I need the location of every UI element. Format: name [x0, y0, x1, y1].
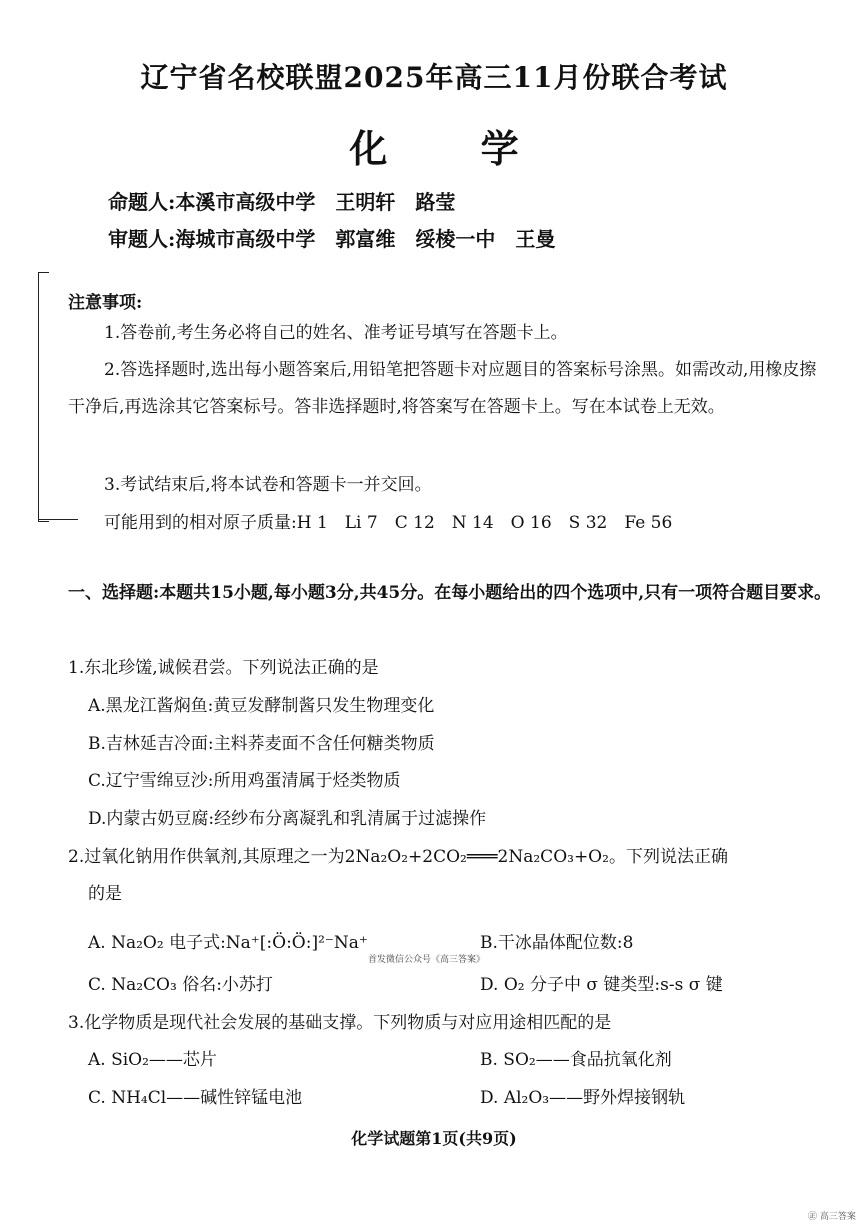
subject-title: 化 学: [349, 126, 559, 171]
q3-option-c: C. NH₄Cl——碱性锌锰电池: [88, 1088, 303, 1108]
q2-stem-prefix: 2.过氧化钠用作供氧剂,其原理之一为: [68, 847, 345, 867]
q2-option-c: C. Na₂CO₃ 俗名:小苏打: [88, 975, 273, 995]
exam-title: 辽宁省名校联盟2025年高三11月份联合考试: [140, 61, 728, 94]
question-3-stem: 3.化学物质是现代社会发展的基础支撑。下列物质与对应用途相匹配的是: [68, 1013, 612, 1033]
q1-option-c: C.辽宁雪绵豆沙:所用鸡蛋清属于烃类物质: [88, 771, 401, 791]
q2-stem-line2: 的是: [88, 884, 122, 904]
notice-bracket-tail: [38, 519, 78, 520]
inline-stamp: 首发微信公众号《高三答案》: [368, 955, 486, 965]
notice-bracket: [38, 272, 49, 522]
question-1-stem: 1.东北珍馐,诚候君尝。下列说法正确的是: [68, 658, 379, 678]
q1-option-d: D.内蒙古奶豆腐:经纱布分离凝乳和乳清属于过滤操作: [88, 809, 487, 829]
section-heading: 一、选择题:本题共15小题,每小题3分,共45分。在每小题给出的四个选项中,只有一项符合题目要求。: [68, 583, 832, 603]
q1-option-b: B.吉林延吉冷面:主料荞麦面不含任何糖类物质: [88, 734, 435, 754]
q3-option-b: B. SO₂——食品抗氧化剂: [480, 1050, 672, 1070]
q2-equation: 2Na₂O₂+2CO₂═══2Na₂CO₃+O₂: [344, 847, 609, 867]
page-footer: 化学试题第1页(共9页): [351, 1129, 517, 1148]
notice-item-2: 2.答选择题时,选出每小题答案后,用铅笔把答题卡对应题目的答案标号涂黑。如需改动,用橡皮擦干净后,再选涂其它答案标号。答非选择题时,将答案写在答题卡上。写在本试卷上无效。: [68, 360, 817, 417]
author-line-1: 命题人:本溪市高级中学 王明轩 路莹: [108, 190, 456, 214]
q2-option-b: B.干冰晶体配位数:8: [480, 933, 634, 953]
q3-option-a: A. SiO₂——芯片: [88, 1050, 217, 1070]
q3-option-d: D. Al₂O₃——野外焊接钢轨: [480, 1088, 686, 1108]
q1-option-a: A.黑龙江酱焖鱼:黄豆发酵制酱只发生物理变化: [88, 696, 435, 716]
q2-stem-suffix: 。下列说法正确: [608, 847, 728, 867]
watermark: ㊣ 高三答案: [808, 1212, 856, 1222]
notice-item-3: 3.考试结束后,将本试卷和答题卡一并交回。: [104, 475, 432, 495]
notice-heading: 注意事项:: [68, 293, 143, 313]
atomic-mass-line: 可能用到的相对原子质量:H 1 Li 7 C 12 N 14 O 16 S 32 Fe 56: [104, 513, 673, 533]
q2-option-d: D. O₂ 分子中 σ 键类型:s-s σ 键: [480, 975, 723, 995]
notice-item-1: 1.答卷前,考生务必将自己的姓名、准考证号填写在答题卡上。: [104, 323, 568, 343]
q2-option-a: A. Na₂O₂ 电子式:Na⁺[:Ö:Ö:]²⁻Na⁺: [88, 933, 368, 953]
author-line-2: 审题人:海城市高级中学 郭富维 绥棱一中 王曼: [108, 227, 556, 251]
question-2-stem: [68, 842, 728, 867]
